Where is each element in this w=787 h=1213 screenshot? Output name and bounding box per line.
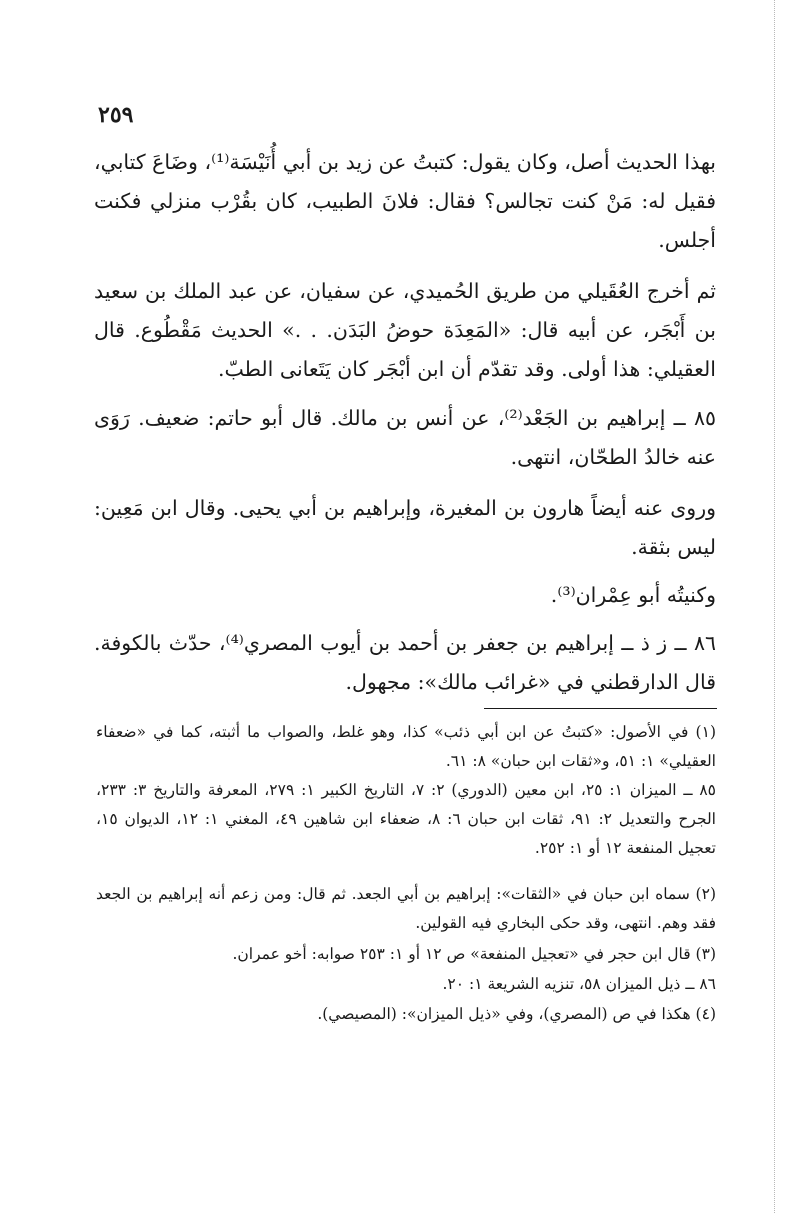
- footnote-text: ٨٦ ــ ذيل الميزان ٥٨، تنزيه الشريعة ١: ٢٠.: [442, 975, 716, 993]
- paragraph-text: وروى عنه أيضاً هارون بن المغيرة، وإبراهيم بن أبي يحيى. وقال ابن مَعِين: ليس بثقة.: [94, 496, 716, 559]
- main-text-paragraph: [94, 143, 716, 260]
- main-text-paragraph: [94, 576, 716, 615]
- footnote: [96, 880, 752, 938]
- paragraph-text: ٨٦ ــ ز ذ ــ إبراهيم بن جعفر بن أحمد بن أيوب المصري⁽⁴⁾، حدّث بالكوفة. قال الدارقطني في «غرائب مالك»: مجهول.: [94, 631, 716, 694]
- footnote-text: (٣) قال ابن حجر في «تعجيل المنفعة» ص ١٢ أو ١: ٢٥٣ صوابه: أخو عمران.: [232, 945, 716, 963]
- footnote-text: (١) في الأصول: «كتبتُ عن ابن أبي ذئب» كذا، وهو غلط، والصواب ما أثبته، كما في «ضعفاء العقيلي» ١: ٥١، و«ثقات ابن حبان» ٨: ٦١.: [96, 723, 716, 770]
- paragraph-text: وكنيتُه أبو عِمْران⁽³⁾.: [550, 583, 716, 607]
- paragraph-text: ٨٥ ــ إبراهيم بن الجَعْد⁽²⁾، عن أنس بن مالك. قال أبو حاتم: ضعيف. رَوَى عنه خالدُ الطحّان، انتهى.: [94, 406, 717, 469]
- paragraph-text: بهذا الحديث أصل، وكان يقول: كتبتُ عن زيد بن أبي أُنَيْسَة⁽¹⁾، وضَاعَ كتابي، فقيل له: مَنْ كنت تجالس؟ فقال: فلانَ الطبيب، كان بقُرْب منزلي فكنت أجلس.: [94, 150, 716, 252]
- footnote: [96, 776, 716, 863]
- footnote-text: (٢) سماه ابن حبان في «الثقات»: إبراهيم بن أبي الجعد. ثم قال: ومن زعم أنه إبراهيم بن الجعد فقد وهم. انتهى، وقد حكى البخاري فيه القولين.: [96, 885, 716, 932]
- main-text-paragraph: [94, 399, 716, 477]
- footnote-text: ٨٥ ــ الميزان ١: ٢٥، ابن معين (الدوري) ٢: ٧، التاريخ الكبير ١: ٢٧٩، المعرفة والتاريخ ٣: ٢٣٣، الجرح والتعديل ٢: ٩١، ثقات ابن حبان ٦: ٨، ضعفاء ابن شاهين ٤٩، المغني ١: ١٢، الديوان ١٥، تعجيل المنفعة ١٢ أو ١: ٢٥٢.: [96, 781, 716, 857]
- paragraph-text: ثم أخرج العُقَيلي من طريق الحُميدي، عن سفيان، عن عبد الملك بن سعيد بن أَبْجَر، عن أبيه قال: «المَعِدَة حوضُ البَدَن. . .» الحديث مَقْطُوع. قال العقيلي: هذا أولى. وقد تقدّم أن ابن أبْجَر كان يَتَعانى الطبّ.: [94, 279, 716, 381]
- footnote: [96, 940, 752, 969]
- footnote: [96, 970, 716, 999]
- main-text-paragraph: [94, 272, 716, 389]
- main-text-paragraph: [94, 489, 716, 567]
- footnote: [96, 718, 752, 776]
- page-number: ٢٥٩: [98, 102, 134, 128]
- main-text-paragraph: [94, 624, 716, 702]
- footnote: [96, 1000, 752, 1029]
- footnote-separator: [484, 708, 717, 709]
- page-edge-line: [774, 0, 775, 1213]
- footnote-text: (٤) هكذا في ص (المصري)، وفي «ذيل الميزان»: (المصيصي).: [317, 1005, 716, 1023]
